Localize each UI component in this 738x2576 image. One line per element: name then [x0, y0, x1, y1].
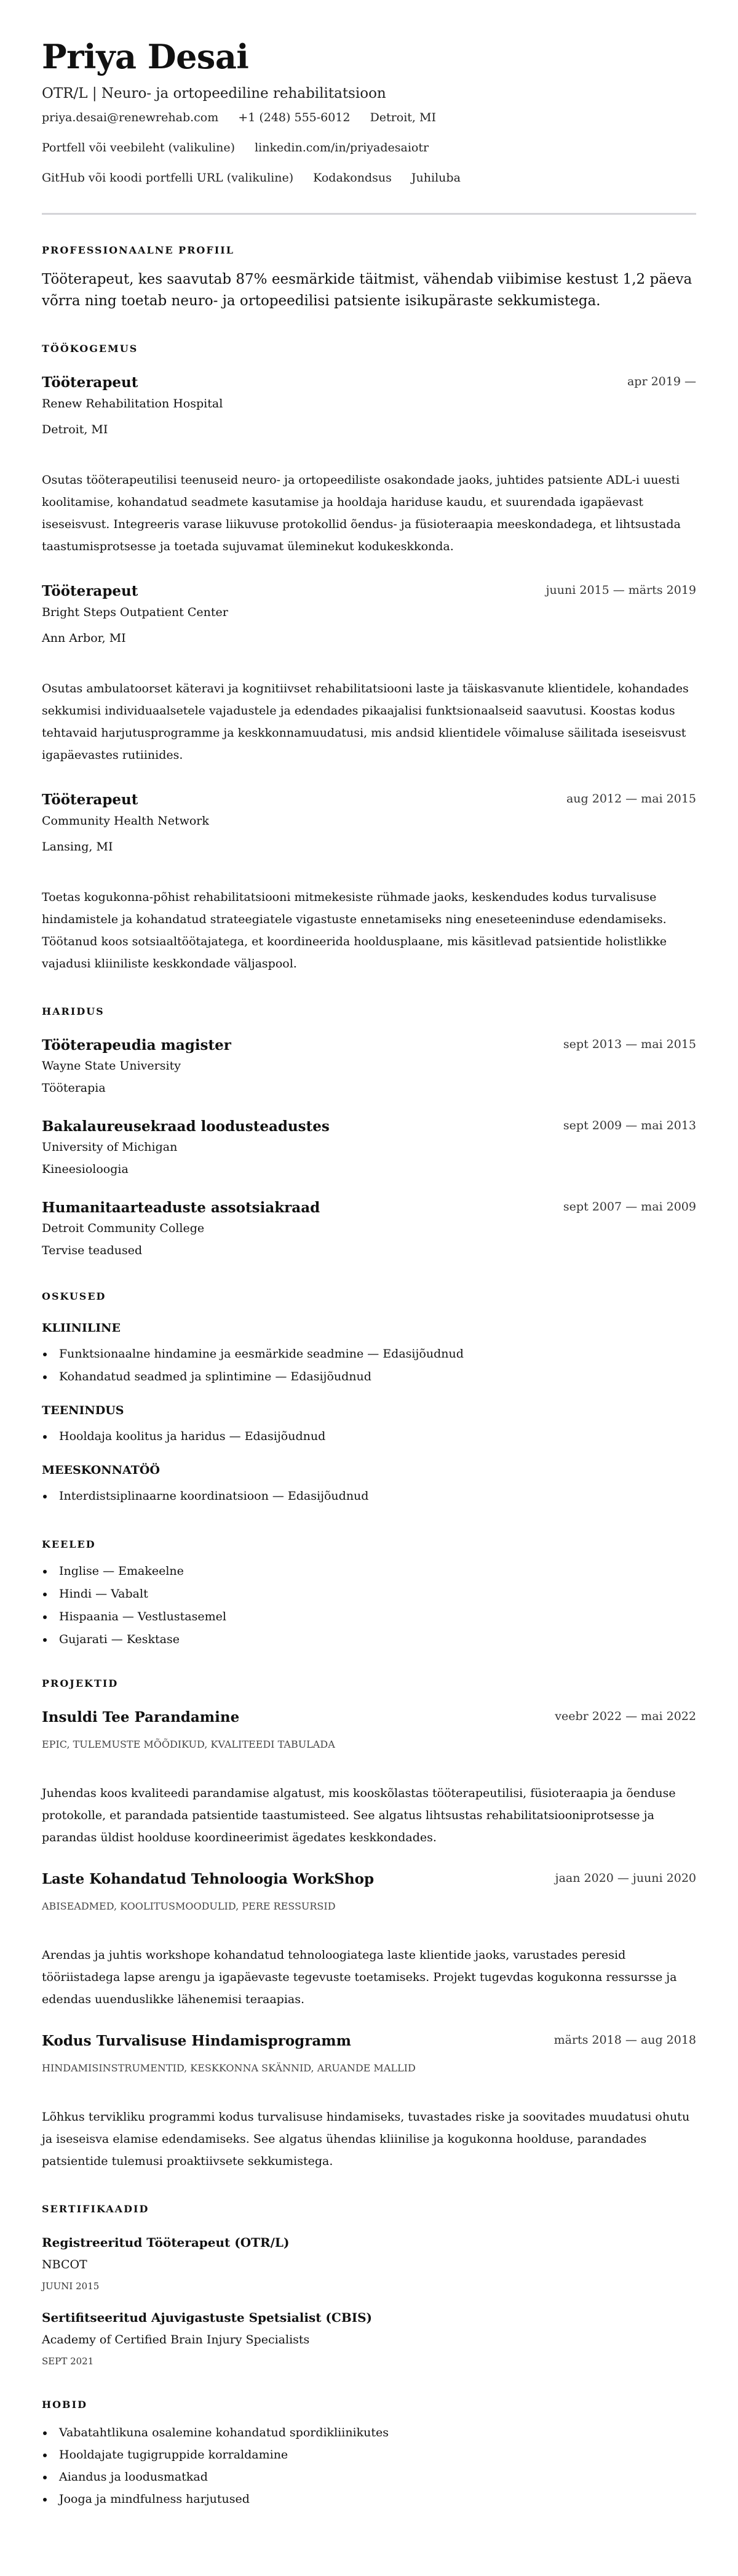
- skill-list: [42, 1343, 696, 1388]
- phone-number[interactable]: +1 (248) 555-6012: [238, 111, 351, 124]
- field-of-study: Kineesioloogia: [42, 1162, 129, 1176]
- project-description: Lõhkus tervikliku programmi kodus turvalisuse hindamiseks, tuvastades riske ja soovitades muudatusi ohutu ja iseseisva elamise edendamiseks. See algatus ühendas kliinilise ja kogukonna hoolduse, parandades patsientide tulemusi proaktiivsete sekkumistega.: [42, 2110, 690, 2168]
- education-item: [42, 1118, 696, 1178]
- project-dates: veebr 2022 — mai 2022: [555, 1710, 696, 1723]
- employer: Community Health Network: [42, 814, 209, 828]
- job-dates: apr 2019 —: [627, 375, 696, 388]
- project-description: Juhendas koos kvaliteedi parandamise algatust, mis kooskõlastas tööterapeutilisi, füsioteraapia ja õenduse protokolle, et parandada patsientide taastumisteed. See algatus lihtsustas rehabilitatsiooniprotsesse ja parandas üldist hoolduse koordineerimist ägedates keskkondades.: [42, 1786, 676, 1844]
- education-dates: sept 2009 — mai 2013: [563, 1119, 696, 1132]
- certification-item: [42, 2234, 696, 2293]
- section-title: HOBID: [42, 2399, 87, 2410]
- language-item: Hindi — Vabalt: [42, 1583, 696, 1606]
- citizenship: Kodakondsus: [313, 171, 392, 185]
- job-description: Osutas tööterapeutilisi teenuseid neuro- ja ortopeediliste osakondade jaoks, juhtides patsiente ADL-i uuesti koolitamise, kohandatud seadmete kasutamise ja hooldaja hariduse kaudu, et suurendada igapäevast iseseisvust. Integreeris varase liikuvuse protokollid õendus- ja füsioteraapia meeskondadega, et lihtsustada taastumisprotsesse ja toetada sujuvamat üleminekut kodukeskkonda.: [42, 473, 681, 553]
- job-location: Lansing, MI: [42, 840, 113, 854]
- location: Detroit, MI: [370, 111, 436, 124]
- profile-section: [42, 244, 696, 312]
- employer: Renew Rehabilitation Hospital: [42, 397, 223, 410]
- job-location: Detroit, MI: [42, 423, 108, 436]
- section-title: KEELED: [42, 1538, 96, 1550]
- project-description: Arendas ja juhtis workshope kohandatud tehnoloogiatega laste klientide jaoks, varustades peresid tööriistadega lapse arengu ja igapäevaste tegevuste toetamiseks. Projekt tugevdas kogukonna ressursse ja edendas uuenduslikke lähenemisi teraapias.: [42, 1948, 677, 2006]
- candidate-name: Priya Desai: [42, 37, 249, 76]
- certification-title: Registreeritud Tööterapeut (OTR/L): [42, 2235, 290, 2250]
- skills-section: [42, 1290, 696, 1508]
- github-link[interactable]: GitHub või koodi portfelli URL (valikuline): [42, 171, 294, 185]
- project-item: [42, 1870, 696, 2010]
- certification-issuer: Academy of Certified Brain Injury Specialists: [42, 2333, 310, 2346]
- contact-row: [42, 133, 696, 163]
- job-title: Tööterapeut: [42, 583, 138, 599]
- school: Wayne State University: [42, 1059, 181, 1073]
- job-location: Ann Arbor, MI: [42, 631, 126, 645]
- employer: Bright Steps Outpatient Center: [42, 606, 228, 619]
- field-of-study: Tööterapia: [42, 1081, 106, 1095]
- project-tags: HINDAMISINSTRUMENTID, KESKKONNA SKÄNNID, ARUANDE MALLID: [42, 2062, 416, 2074]
- portfolio-link[interactable]: Portfell või veebileht (valikuline): [42, 141, 236, 154]
- degree: Tööterapeudia magister: [42, 1037, 231, 1054]
- skill-list: [42, 1485, 696, 1508]
- skill-category: KLIINILINE: [42, 1321, 121, 1335]
- certification-issuer: NBCOT: [42, 2258, 87, 2271]
- project-tags: ABISEADMED, KOOLITUSMOODULID, PERE RESSURSID: [42, 1900, 336, 1912]
- languages-section: [42, 1538, 696, 1651]
- education-section: [42, 1006, 696, 1260]
- school: University of Michigan: [42, 1140, 178, 1154]
- project-title: Kodus Turvalisuse Hindamisprogramm: [42, 2033, 351, 2049]
- certification-date: JUUNI 2015: [42, 2281, 100, 2292]
- experience-item: [42, 791, 696, 975]
- drivers-license: Juhiluba: [411, 171, 461, 185]
- profile-summary: Tööterapeut, kes saavutab 87% eesmärkide täitmist, vähendab viibimise kestust 1,2 päeva võrra ning toetab neuro- ja ortopeedilisi patsiente isikupäraste sekkumistega.: [42, 271, 692, 309]
- certification-date: SEPT 2021: [42, 2356, 94, 2367]
- header-divider: [42, 213, 696, 215]
- skill-list: [42, 1425, 696, 1448]
- project-dates: märts 2018 — aug 2018: [554, 2033, 696, 2047]
- section-title: TÖÖKOGEMUS: [42, 343, 138, 354]
- email-link[interactable]: priya.desai@renewrehab.com: [42, 111, 219, 124]
- degree: Humanitaarteaduste assotsiakraad: [42, 1199, 320, 1216]
- project-item: [42, 1708, 696, 1849]
- job-description: Toetas kogukonna-põhist rehabilitatsiooni mitmekesiste rühmade jaoks, keskendudes kodus turvalisuse hindamistele ja kohandatud strateegiatele vigastuste ennetamiseks ning eneseteeninduse edendamiseks. Töötanud koos sotsiaaltöötajatega, et koordineerida hooldusplaane, mis käsitlevad patsientide holistlikke vajadusi kliiniliste keskkondade väljaspool.: [42, 890, 667, 970]
- experience-section: [42, 343, 696, 975]
- hobby-item: Hooldajate tugigruppide korraldamine: [42, 2444, 696, 2466]
- skill-item: Interdistsiplinaarne koordinatsioon — Edasijõudnud: [42, 1485, 696, 1508]
- certifications-section: [42, 2203, 696, 2368]
- education-item: [42, 1036, 696, 1097]
- skill-item: Funktsionaalne hindamine ja eesmärkide seadmine — Edasijõudnud: [42, 1343, 696, 1366]
- project-title: Laste Kohandatud Tehnoloogia WorkShop: [42, 1871, 375, 1887]
- section-title: PROJEKTID: [42, 1678, 119, 1689]
- section-title: SERTIFIKAADID: [42, 2203, 149, 2215]
- education-dates: sept 2013 — mai 2015: [563, 1038, 696, 1051]
- skill-item: Hooldaja koolitus ja haridus — Edasijõudnud: [42, 1425, 696, 1448]
- education-dates: sept 2007 — mai 2009: [563, 1200, 696, 1214]
- section-title: OSKUSED: [42, 1290, 106, 1302]
- hobby-item: Aiandus ja loodusmatkad: [42, 2466, 696, 2488]
- job-title: Tööterapeut: [42, 791, 138, 808]
- certification-item: [42, 2309, 696, 2368]
- section-title: HARIDUS: [42, 1006, 105, 1017]
- project-item: [42, 2032, 696, 2172]
- experience-item: [42, 374, 696, 558]
- language-item: Hispaania — Vestlustasemel: [42, 1606, 696, 1628]
- degree: Bakalaureusekraad loodusteadustes: [42, 1118, 330, 1135]
- hobby-item: Vabatahtlikuna osalemine kohandatud spordikliinikutes: [42, 2422, 696, 2444]
- project-tags: EPIC, TULEMUSTE MÕÕDIKUD, KVALITEEDI TABULADA: [42, 1738, 335, 1750]
- contact-row: [42, 163, 696, 193]
- job-dates: aug 2012 — mai 2015: [566, 792, 696, 806]
- project-title: Insuldi Tee Parandamine: [42, 1709, 240, 1726]
- skill-category: TEENINDUS: [42, 1404, 124, 1417]
- job-dates: juuni 2015 — märts 2019: [546, 583, 696, 597]
- linkedin-link[interactable]: linkedin.com/in/priyadesaiotr: [255, 141, 429, 154]
- education-item: [42, 1199, 696, 1260]
- candidate-headline: OTR/L | Neuro- ja ortopeediline rehabilitatsioon: [42, 86, 386, 102]
- field-of-study: Tervise teadused: [42, 1244, 143, 1257]
- resume-header: [42, 37, 696, 193]
- certification-title: Sertifitseeritud Ajuvigastuste Spetsialist (CBIS): [42, 2310, 372, 2325]
- experience-item: [42, 582, 696, 766]
- hobby-item: Jooga ja mindfulness harjutused: [42, 2488, 696, 2510]
- project-dates: jaan 2020 — juuni 2020: [555, 1871, 696, 1885]
- hobbies-section: [42, 2399, 696, 2510]
- projects-section: [42, 1678, 696, 2172]
- contact-row: [42, 103, 696, 133]
- school: Detroit Community College: [42, 1222, 205, 1235]
- skill-category: MEESKONNATÖÖ: [42, 1463, 160, 1477]
- language-item: Gujarati — Kesktase: [42, 1628, 696, 1651]
- job-description: Osutas ambulatoorset käteravi ja kognitiivset rehabilitatsiooni laste ja täiskasvanute klientidele, kohandades sekkumisi individuaalsetele vajadustele ja edendades pikaajalisi funktsionaalseid saavutusi. Koostas kodus tehtavaid harjutusprogramme ja keskkonnamuudatusi, mis andsid klientidele võimaluse säilitada iseseisvust igapäevastes rutiinides.: [42, 682, 689, 762]
- job-title: Tööterapeut: [42, 374, 138, 391]
- hobby-list: [42, 2422, 696, 2510]
- language-list: [42, 1560, 696, 1651]
- skill-item: Kohandatud seadmed ja splintimine — Edasijõudnud: [42, 1366, 696, 1388]
- language-item: Inglise — Emakeelne: [42, 1560, 696, 1583]
- section-title: PROFESSIONAALNE PROFIIL: [42, 244, 234, 256]
